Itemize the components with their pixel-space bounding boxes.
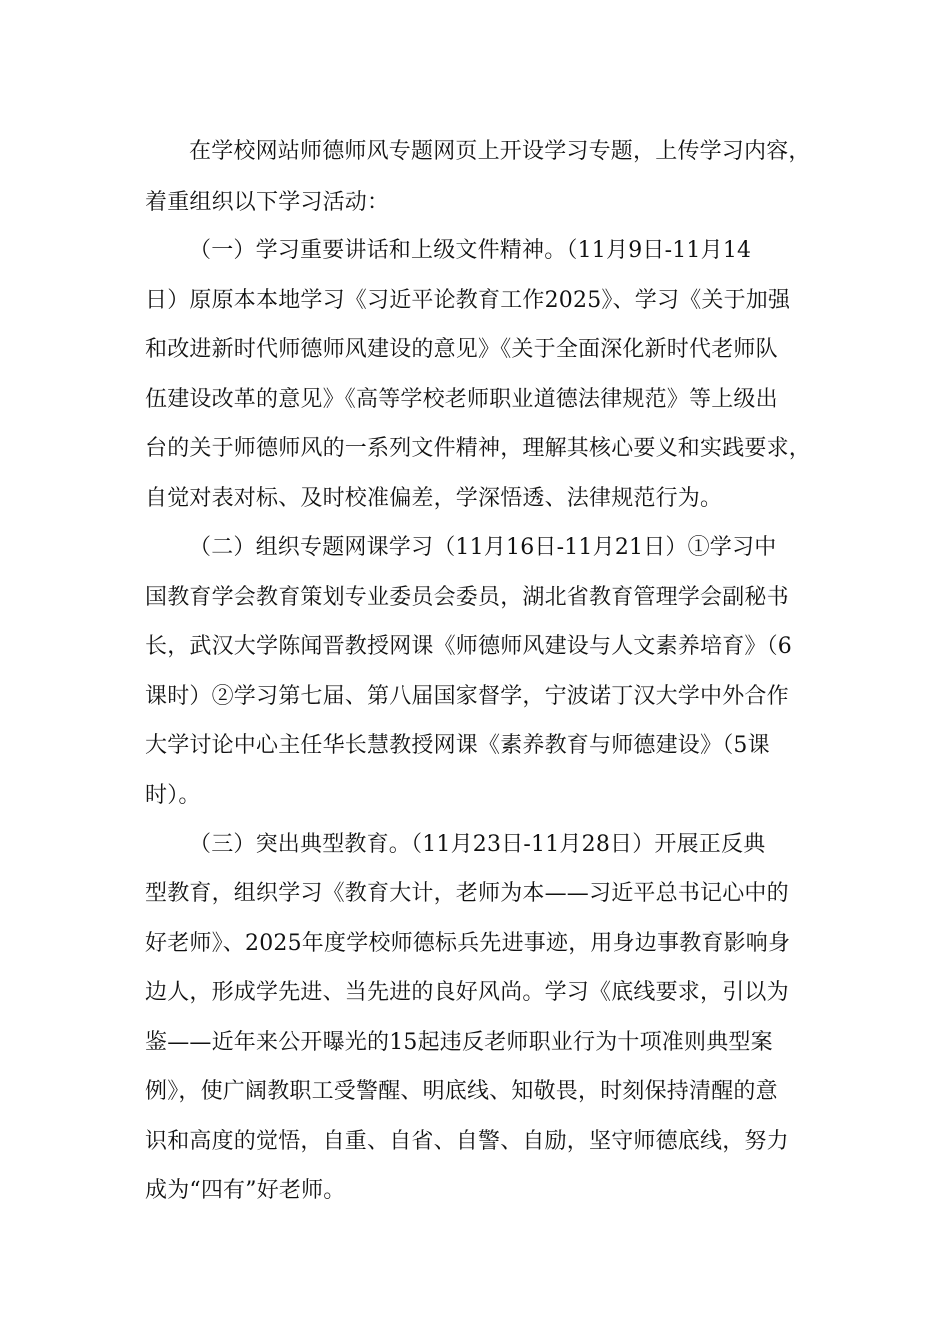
paragraph-2-line-1: （一）学习重要讲话和上级文件精神。（11月9日-11月14 bbox=[189, 238, 752, 263]
paragraph-2-line-6: 自觉对表对标、及时校准偏差，学深悟透、法律规范行为。 bbox=[145, 486, 723, 511]
paragraph-1-line-1: 在学校网站师德师风专题网页上开设学习专题，上传学习内容， bbox=[189, 139, 811, 164]
paragraph-2-line-5: 台的关于师德师风的一系列文件精神，理解其核心要义和实践要求， bbox=[145, 436, 812, 461]
paragraph-3-line-5: 大学讨论中心主任华长慧教授网课《素养教育与师德建设》（5课 bbox=[145, 733, 770, 758]
paragraph-4-line-7: 识和高度的觉悟，自重、自省、自警、自励，坚守师德底线，努力 bbox=[145, 1129, 789, 1154]
paragraph-3-line-4: 课时）②学习第七届、第八届国家督学，宁波诺丁汉大学中外合作 bbox=[145, 684, 789, 709]
paragraph-4-line-6: 例》，使广阔教职工受警醒、明底线、知敬畏，时刻保持清醒的意 bbox=[145, 1079, 778, 1104]
paragraph-4-line-2: 型教育，组织学习《教育大计，老师为本——习近平总书记心中的 bbox=[145, 881, 789, 906]
paragraph-4-line-5: 鉴——近年来公开曝光的15起违反老师职业行为十项准则典型案 bbox=[145, 1030, 773, 1055]
paragraph-1-line-2: 着重组织以下学习活动： bbox=[145, 190, 390, 215]
paragraph-4-line-1: （三）突出典型教育。（11月23日-11月28日）开展正反典 bbox=[189, 832, 766, 857]
paragraph-4-line-3: 好老师》、2025年度学校师德标兵先进事迹，用身边事教育影响身 bbox=[145, 931, 791, 956]
paragraph-3-line-6: 时）。 bbox=[145, 783, 201, 808]
paragraph-3-line-1: （二）组织专题网课学习（11月16日-11月21日）①学习中 bbox=[189, 535, 777, 560]
paragraph-2-line-3: 和改进新时代师德师风建设的意见》《关于全面深化新时代老师队 bbox=[145, 337, 778, 362]
paragraph-4-line-8: 成为“四有”好老师。 bbox=[145, 1178, 346, 1203]
paragraph-3-line-2: 国教育学会教育策划专业委员会委员，湖北省教育管理学会副秘书 bbox=[145, 585, 789, 610]
paragraph-2-line-2: 日）原原本本地学习《习近平论教育工作2025》、学习《关于加强 bbox=[145, 288, 791, 313]
paragraph-4-line-4: 边人，形成学先进、当先进的良好风尚。学习《底线要求，引以为 bbox=[145, 980, 789, 1005]
paragraph-3-line-3: 长，武汉大学陈闻晋教授网课《师德师风建设与人文素养培育》（6 bbox=[145, 634, 792, 659]
paragraph-2-line-4: 伍建设改革的意见》《高等学校老师职业道德法律规范》等上级出 bbox=[145, 387, 778, 412]
